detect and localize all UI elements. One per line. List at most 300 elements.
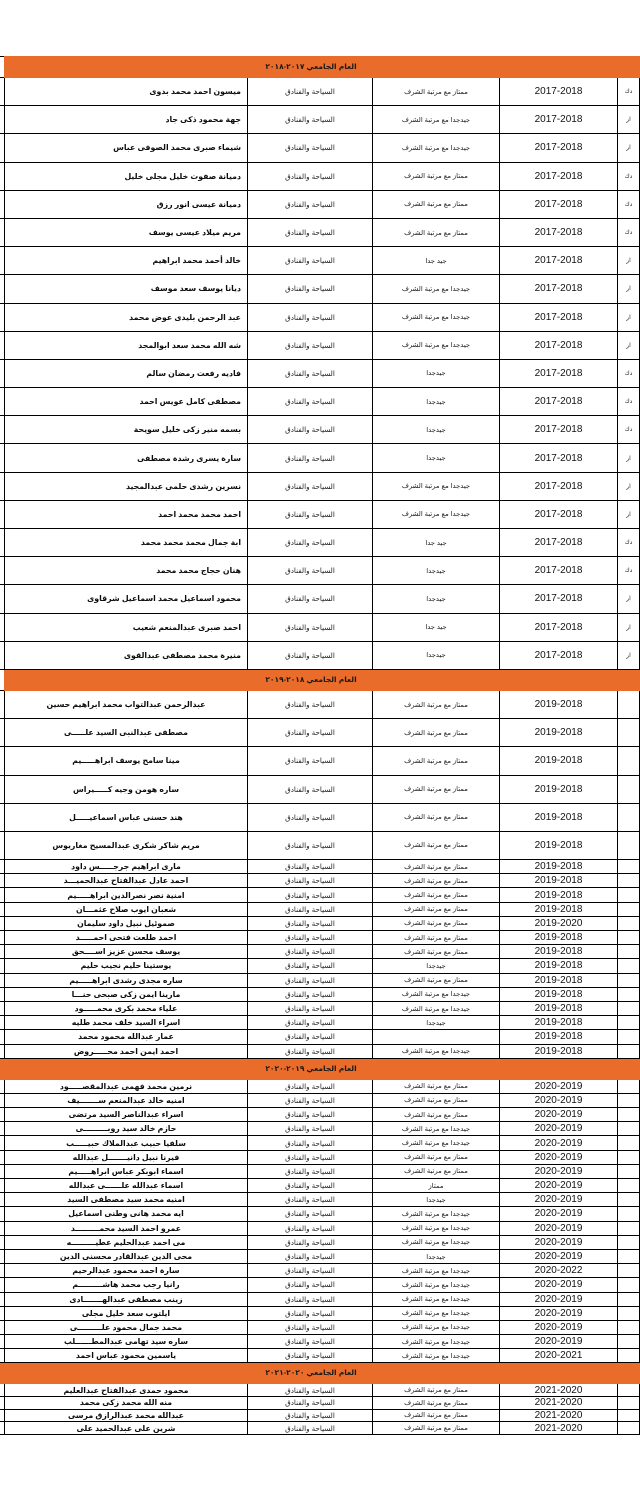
row-department: السياحة والفنادق (248, 1136, 373, 1150)
table-row (0, 1164, 640, 1178)
row-edge-clip (618, 931, 640, 945)
row-academic-year: 2020-2019 (500, 1093, 618, 1107)
row-academic-year: 2017-2018 (500, 134, 618, 162)
row-edge-clip: دك (618, 388, 640, 416)
row-grade: جيدجدا (373, 388, 500, 416)
table-row (0, 303, 640, 331)
row-index (0, 1122, 5, 1136)
row-student-name: خالد أحمد محمد ابراهيم (5, 247, 248, 275)
row-academic-year: 2019-2018 (500, 831, 618, 859)
row-edge-clip: ار (618, 444, 640, 472)
row-edge-clip (618, 959, 640, 973)
table-row (0, 1397, 640, 1410)
row-academic-year: 2019-2018 (500, 874, 618, 888)
row-grade: ممتاز مع مرتبة الشرف (373, 1108, 500, 1122)
row-edge-clip (618, 1397, 640, 1410)
row-edge-clip (618, 916, 640, 930)
row-academic-year: 2020-2019 (500, 1249, 618, 1263)
row-grade: جيدجدا مع مرتبة الشرف (373, 1335, 500, 1349)
row-edge-clip: ار (618, 106, 640, 134)
row-department: السياحة والفنادق (248, 1108, 373, 1122)
table-row (0, 902, 640, 916)
table-row (0, 973, 640, 987)
row-student-name: ساره مجدى رشدى ابراهـــــيم (5, 973, 248, 987)
row-department: السياحة والفنادق (248, 874, 373, 888)
row-student-name: صموئيل نبيل داود سليمان (5, 916, 248, 930)
row-index (0, 78, 5, 106)
row-department: السياحة والفنادق (248, 557, 373, 585)
row-student-name: شعبان ايوب صلاح عثمـــان (5, 902, 248, 916)
row-department: السياحة والفنادق (248, 1235, 373, 1249)
row-student-name: احمد عادل عبدالفتاح عبدالحميـــد (5, 874, 248, 888)
row-grade: جيدجدا مع مرتبة الشرف (373, 134, 500, 162)
row-grade: ممتاز مع مرتبة الشرف (373, 888, 500, 902)
row-student-name: احمد طلعت فتحى احمـــــد (5, 931, 248, 945)
table-row (0, 987, 640, 1001)
row-department: السياحة والفنادق (248, 1409, 373, 1422)
row-edge-clip: ار (618, 500, 640, 528)
table-row (0, 1422, 640, 1435)
row-department: السياحة والفنادق (248, 831, 373, 859)
row-index (0, 388, 5, 416)
row-edge-clip (618, 1264, 640, 1278)
row-index (0, 1179, 5, 1193)
row-grade: جيدجدا مع مرتبة الشرف (373, 1044, 500, 1058)
row-student-name: زينب مصطفى عبدالهـــــــادى (5, 1292, 248, 1306)
row-index (0, 1409, 5, 1422)
row-student-name: نسرين رشدى حلمى عبدالمجيد (5, 472, 248, 500)
row-academic-year: 2020-2019 (500, 1292, 618, 1306)
row-academic-year: 2020-2019 (500, 1235, 618, 1249)
table-row (0, 831, 640, 859)
row-grade: جيدجدا مع مرتبة الشرف (373, 1349, 500, 1363)
row-index (0, 1221, 5, 1235)
band-clip-cell (618, 669, 640, 690)
row-grade: ممتاز مع مرتبة الشرف (373, 747, 500, 775)
row-index (0, 747, 5, 775)
row-grade: جيدجدا مع مرتبة الشرف (373, 303, 500, 331)
row-index (0, 1193, 5, 1207)
row-student-name: يوسف محسن عزيز اســــحق (5, 945, 248, 959)
row-edge-clip (618, 1193, 640, 1207)
row-student-name: ايلتوب سعد خليل مجلى (5, 1306, 248, 1320)
row-edge-clip (618, 775, 640, 803)
row-department: السياحة والفنادق (248, 275, 373, 303)
row-index (0, 803, 5, 831)
row-edge-clip: دك (618, 359, 640, 387)
row-grade: جيدجدا مع مرتبة الشرف (373, 1235, 500, 1249)
row-student-name: مصطفى كامل عويس احمد (5, 388, 248, 416)
row-student-name: ايه محمد هانى وطنى اسماعيل (5, 1207, 248, 1221)
row-edge-clip: دك (618, 416, 640, 444)
table-row (0, 275, 640, 303)
table-row (0, 690, 640, 718)
row-grade: جيدجدا مع مرتبة الشرف (373, 1136, 500, 1150)
row-academic-year: 2021-2020 (500, 1384, 618, 1397)
row-grade: ممتاز مع مرتبة الشرف (373, 945, 500, 959)
row-grade: جيدجدا مع مرتبة الشرف (373, 1306, 500, 1320)
row-edge-clip (618, 860, 640, 874)
row-academic-year: 2017-2018 (500, 472, 618, 500)
row-academic-year: 2020-2022 (500, 1264, 618, 1278)
row-student-name: يوستينا حليم نجيب حليم (5, 959, 248, 973)
row-edge-clip: دك (618, 529, 640, 557)
table-row (0, 585, 640, 613)
row-academic-year: 2019-2018 (500, 747, 618, 775)
row-index (0, 1030, 5, 1044)
row-index (0, 1016, 5, 1030)
row-academic-year: 2017-2018 (500, 78, 618, 106)
row-grade: ممتاز (373, 1179, 500, 1193)
row-edge-clip: دك (618, 190, 640, 218)
section-band-section-2020-2021 (0, 1363, 640, 1384)
table-row (0, 1320, 640, 1334)
row-student-name: ساره سيد تهامى عبدالمطــــــلب (5, 1335, 248, 1349)
row-department: السياحة والفنادق (248, 1292, 373, 1306)
row-academic-year: 2019-2018 (500, 1030, 618, 1044)
row-edge-clip (618, 719, 640, 747)
row-academic-year: 2020-2019 (500, 1164, 618, 1178)
row-grade: جيدجدا (373, 959, 500, 973)
row-index (0, 303, 5, 331)
row-department: السياحة والفنادق (248, 747, 373, 775)
row-edge-clip (618, 1335, 640, 1349)
row-index (0, 247, 5, 275)
row-edge-clip: دك (618, 78, 640, 106)
row-grade: جيدجدا مع مرتبة الشرف (373, 987, 500, 1001)
row-grade: جيدجدا (373, 416, 500, 444)
row-grade: جيدجدا مع مرتبة الشرف (373, 1264, 500, 1278)
row-edge-clip (618, 973, 640, 987)
row-student-name: حازم خالد سيد روبـــــــــى (5, 1122, 248, 1136)
row-grade: جيدجدا (373, 1193, 500, 1207)
row-academic-year: 2020-2019 (500, 1122, 618, 1136)
row-student-name: مصطفى عبدالنبى السيد علـــــى (5, 719, 248, 747)
table-row (0, 959, 640, 973)
table-row (0, 1207, 640, 1221)
row-student-name: سارة احمد محمود عبدالرحيم (5, 1264, 248, 1278)
section-title: العام الجامعي ٢٠١٧-٢٠١٨ (5, 57, 618, 78)
row-index (0, 134, 5, 162)
row-department: السياحة والفنادق (248, 945, 373, 959)
row-grade: ممتاز مع مرتبة الشرف (373, 916, 500, 930)
row-student-name: ساره هومن وجيه كـــــيراس (5, 775, 248, 803)
table-row (0, 916, 640, 930)
row-department: السياحة والفنادق (248, 1278, 373, 1292)
row-student-name: امنيه خالد عبدالمنعم ســـــــيف (5, 1093, 248, 1107)
row-department: السياحة والفنادق (248, 902, 373, 916)
row-index (0, 106, 5, 134)
row-student-name: علياء محمد بكرى محمـــــود (5, 1001, 248, 1015)
table-row (0, 747, 640, 775)
row-academic-year: 2019-2018 (500, 775, 618, 803)
row-academic-year: 2017-2018 (500, 388, 618, 416)
row-grade: ممتاز مع مرتبة الشرف (373, 973, 500, 987)
row-grade: جيدجدا مع مرتبة الشرف (373, 275, 500, 303)
row-student-name: بسمه منير زكى خليل سويحة (5, 416, 248, 444)
row-index (0, 690, 5, 718)
row-index (0, 444, 5, 472)
row-index (0, 931, 5, 945)
row-academic-year: 2019-2018 (500, 803, 618, 831)
section-title: العام الجامعي ٢٠١٩-٢٠٢٠ (5, 1058, 618, 1079)
page-top-margin (0, 0, 640, 56)
row-edge-clip (618, 831, 640, 859)
row-index (0, 1264, 5, 1278)
table-row (0, 1001, 640, 1015)
section-band-section-2019-2020 (0, 1058, 640, 1079)
row-grade: جيدجدا مع مرتبة الشرف (373, 1221, 500, 1235)
row-academic-year: 2017-2018 (500, 303, 618, 331)
row-grade (373, 1030, 500, 1044)
row-student-name: ياسمين محمود عباس احمد (5, 1349, 248, 1363)
row-academic-year: 2017-2018 (500, 331, 618, 359)
table-row (0, 218, 640, 246)
table-row (0, 388, 640, 416)
row-edge-clip (618, 1422, 640, 1435)
row-edge-clip (618, 1030, 640, 1044)
table-row (0, 1384, 640, 1397)
row-student-name: اسماء عبدالله علــــــى عبدالله (5, 1179, 248, 1193)
row-grade: ممتاز مع مرتبة الشرف (373, 719, 500, 747)
row-department: السياحة والفنادق (248, 931, 373, 945)
row-academic-year: 2017-2018 (500, 585, 618, 613)
table-row (0, 162, 640, 190)
row-grade: جيدجدا مع مرتبة الشرف (373, 331, 500, 359)
band-index-cell (0, 57, 5, 78)
row-grade: جيدجدا مع مرتبة الشرف (373, 1122, 500, 1136)
row-student-name: منه الله محمد زكى محمد (5, 1397, 248, 1410)
row-edge-clip (618, 874, 640, 888)
graduates-table (0, 56, 640, 1435)
table-row (0, 106, 640, 134)
row-edge-clip (618, 888, 640, 902)
table-row (0, 1136, 640, 1150)
table-row (0, 359, 640, 387)
row-department: السياحة والفنادق (248, 1044, 373, 1058)
row-academic-year: 2017-2018 (500, 359, 618, 387)
row-student-name: احمد ايمن احمد محـــــروض (5, 1044, 248, 1058)
table-row (0, 1044, 640, 1058)
table-row (0, 1292, 640, 1306)
row-student-name: مى احمد عبدالحليم عطيـــــــــه (5, 1235, 248, 1249)
row-academic-year: 2017-2018 (500, 500, 618, 528)
row-index (0, 1108, 5, 1122)
table-row (0, 529, 640, 557)
row-department: السياحة والفنادق (248, 641, 373, 669)
row-student-name: منيرة محمد مصطفى عبدالقوى (5, 641, 248, 669)
row-edge-clip (618, 1150, 640, 1164)
row-student-name: شرين على عبدالحميد على (5, 1422, 248, 1435)
row-academic-year: 2019-2018 (500, 860, 618, 874)
row-department: السياحة والفنادق (248, 860, 373, 874)
row-department: السياحة والفنادق (248, 1249, 373, 1263)
row-grade: جيدجدا مع مرتبة الشرف (373, 106, 500, 134)
row-edge-clip (618, 1136, 640, 1150)
row-edge-clip (618, 1108, 640, 1122)
band-clip-cell (618, 1058, 640, 1079)
table-row (0, 931, 640, 945)
row-student-name: اسراء عبدالناصر السيد مرتضى (5, 1108, 248, 1122)
section-title: العام الجامعي ٢٠١٨-٢٠١٩ (5, 669, 618, 690)
row-index (0, 1001, 5, 1015)
row-grade: ممتاز مع مرتبة الشرف (373, 931, 500, 945)
table-row (0, 1193, 640, 1207)
row-edge-clip (618, 1235, 640, 1249)
row-department: السياحة والفنادق (248, 247, 373, 275)
row-academic-year: 2020-2019 (500, 1136, 618, 1150)
row-student-name: سارة يسرى رشدة مصطفى (5, 444, 248, 472)
row-department: السياحة والفنادق (248, 1207, 373, 1221)
row-grade: ممتاز مع مرتبة الشرف (373, 775, 500, 803)
row-student-name: رانيا رجب محمد هاشـــــــــم (5, 1278, 248, 1292)
row-academic-year: 2020-2019 (500, 1306, 618, 1320)
row-department: السياحة والفنادق (248, 585, 373, 613)
row-academic-year: 2017-2018 (500, 162, 618, 190)
row-grade: ممتاز مع مرتبة الشرف (373, 1093, 500, 1107)
row-academic-year: 2020-2019 (500, 1320, 618, 1334)
row-index (0, 1235, 5, 1249)
row-department: السياحة والفنادق (248, 134, 373, 162)
row-academic-year: 2019-2018 (500, 987, 618, 1001)
row-index (0, 529, 5, 557)
row-index (0, 218, 5, 246)
row-student-name: امنيه محمد سيد مصطفى السيد (5, 1193, 248, 1207)
table-row (0, 874, 640, 888)
row-grade: جيدجدا (373, 585, 500, 613)
row-index (0, 973, 5, 987)
row-index (0, 1150, 5, 1164)
row-student-name: هند حسنى عباس اسماعيـــــل (5, 803, 248, 831)
row-index (0, 1349, 5, 1363)
row-grade: ممتاز مع مرتبة الشرف (373, 831, 500, 859)
band-index-cell (0, 669, 5, 690)
row-grade: ممتاز مع مرتبة الشرف (373, 690, 500, 718)
table-row (0, 444, 640, 472)
row-grade: ممتاز مع مرتبة الشرف (373, 218, 500, 246)
row-index (0, 359, 5, 387)
row-edge-clip (618, 1207, 640, 1221)
row-grade: جيدجدا مع مرتبة الشرف (373, 1320, 500, 1334)
table-row (0, 613, 640, 641)
row-edge-clip (618, 987, 640, 1001)
row-index (0, 945, 5, 959)
row-grade: جيدجدا (373, 557, 500, 585)
row-grade: جيدجدا مع مرتبة الشرف (373, 1001, 500, 1015)
row-edge-clip: ار (618, 275, 640, 303)
row-grade: جيدجدا مع مرتبة الشرف (373, 1292, 500, 1306)
row-edge-clip (618, 1278, 640, 1292)
row-index (0, 1306, 5, 1320)
row-edge-clip (618, 1320, 640, 1334)
row-student-name: هنان حجاج محمد محمد (5, 557, 248, 585)
row-academic-year: 2021-2020 (500, 1397, 618, 1410)
row-grade: ممتاز مع مرتبة الشرف (373, 78, 500, 106)
table-row (0, 1409, 640, 1422)
row-edge-clip: دك (618, 162, 640, 190)
row-student-name: سلفيا حبيب عبدالملاك حبيـــــب (5, 1136, 248, 1150)
row-grade: ممتاز مع مرتبة الشرف (373, 1422, 500, 1435)
row-department: السياحة والفنادق (248, 1397, 373, 1410)
row-grade: ممتاز مع مرتبة الشرف (373, 803, 500, 831)
table-row (0, 247, 640, 275)
table-row (0, 1016, 640, 1030)
row-grade: ممتاز مع مرتبة الشرف (373, 190, 500, 218)
row-index (0, 1093, 5, 1107)
row-student-name: دميانة صفوت خليل مجلى خليل (5, 162, 248, 190)
table-row (0, 472, 640, 500)
row-student-name: مارى ابراهيم جرجـــــس داود (5, 860, 248, 874)
band-clip-cell (618, 1363, 640, 1384)
row-index (0, 888, 5, 902)
row-index (0, 585, 5, 613)
row-index (0, 1335, 5, 1349)
row-academic-year: 2020-2019 (500, 1335, 618, 1349)
row-edge-clip: ار (618, 641, 640, 669)
row-edge-clip: ار (618, 134, 640, 162)
row-department: السياحة والفنادق (248, 331, 373, 359)
row-index (0, 831, 5, 859)
row-academic-year: 2020-2019 (500, 1207, 618, 1221)
row-department: السياحة والفنادق (248, 190, 373, 218)
row-academic-year: 2020-2021 (500, 1349, 618, 1363)
row-department: السياحة والفنادق (248, 529, 373, 557)
row-index (0, 557, 5, 585)
row-student-name: ميسون احمد محمد بدوى (5, 78, 248, 106)
row-index (0, 190, 5, 218)
row-academic-year: 2017-2018 (500, 641, 618, 669)
table-row (0, 1235, 640, 1249)
row-academic-year: 2020-2019 (500, 1278, 618, 1292)
table-row (0, 1278, 640, 1292)
row-edge-clip (618, 1122, 640, 1136)
row-department: السياحة والفنادق (248, 1349, 373, 1363)
table-row (0, 1093, 640, 1107)
row-department: السياحة والفنادق (248, 1093, 373, 1107)
row-index (0, 916, 5, 930)
table-row (0, 416, 640, 444)
row-index (0, 275, 5, 303)
table-row (0, 1179, 640, 1193)
row-student-name: محمد جمال محمود علـــــــــى (5, 1320, 248, 1334)
row-department: السياحة والفنادق (248, 1079, 373, 1093)
row-edge-clip (618, 1044, 640, 1058)
row-academic-year: 2020-2019 (500, 1079, 618, 1093)
row-grade: جيدجدا (373, 1249, 500, 1263)
row-academic-year: 2020-2019 (500, 1150, 618, 1164)
row-department: السياحة والفنادق (248, 1122, 373, 1136)
table-row (0, 190, 640, 218)
row-department: السياحة والفنادق (248, 719, 373, 747)
table-row (0, 1335, 640, 1349)
row-grade: جيدجدا (373, 359, 500, 387)
row-index (0, 500, 5, 528)
row-department: السياحة والفنادق (248, 472, 373, 500)
row-index (0, 1292, 5, 1306)
row-edge-clip (618, 690, 640, 718)
row-student-name: شيماء صبرى محمد الصوفى عباس (5, 134, 248, 162)
row-academic-year: 2019-2018 (500, 1044, 618, 1058)
table-row (0, 803, 640, 831)
row-department: السياحة والفنادق (248, 1422, 373, 1435)
row-department: السياحة والفنادق (248, 1320, 373, 1334)
row-academic-year: 2021-2020 (500, 1422, 618, 1435)
row-index (0, 1136, 5, 1150)
row-department: السياحة والفنادق (248, 1335, 373, 1349)
table-row (0, 945, 640, 959)
row-student-name: مريم شاكر شكرى عبدالمسيح مغاريوس (5, 831, 248, 859)
row-index (0, 1249, 5, 1263)
